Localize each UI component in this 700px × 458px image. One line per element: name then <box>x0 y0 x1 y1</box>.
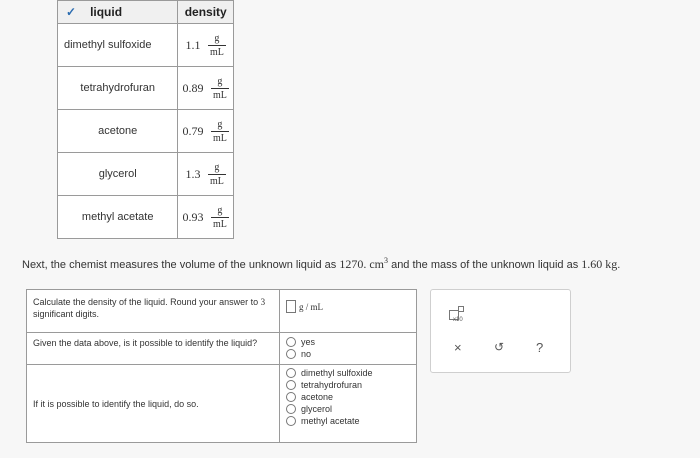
density-question: Calculate the density of the liquid. Round your answer to 3 significant digits. <box>27 290 280 333</box>
which-liquid-question: If it is possible to identify the liquid, do so. <box>27 365 280 443</box>
answer-tools-panel <box>430 289 571 373</box>
density-value: 0.79 $\frac{g}{mL}$ <box>178 110 234 153</box>
mass-value: 1.60 kg <box>581 257 618 271</box>
radio-button[interactable] <box>286 404 296 414</box>
radio-option-glycerol[interactable]: glycerol <box>286 403 410 415</box>
density-unit: $\frac{g}{mL}$ <box>212 118 227 144</box>
density-input[interactable] <box>286 300 296 313</box>
chevron-down-icon[interactable]: ✓ <box>66 5 77 19</box>
radio-button[interactable] <box>286 392 296 402</box>
density-value: 1.1 $\frac{g}{mL}$ <box>178 24 234 67</box>
radio-option-dimethyl-sulfoxide[interactable]: dimethyl sulfoxide <box>286 367 410 379</box>
liquid-name: tetrahydrofuran <box>58 67 178 110</box>
header-liquid[interactable]: ✓ liquid <box>58 1 178 24</box>
density-unit: $\frac{g}{mL}$ <box>212 204 227 230</box>
table-row <box>58 67 234 110</box>
liquid-name: dimethyl sulfoxide <box>58 24 178 67</box>
scientific-notation-button[interactable]: x10 <box>449 306 463 320</box>
help-icon[interactable]: ? <box>536 340 544 355</box>
radio-option-yes[interactable]: yes <box>286 336 410 348</box>
density-unit: $\frac{g}{mL}$ <box>212 75 227 101</box>
header-density: density <box>178 1 234 24</box>
table-row <box>58 24 234 67</box>
radio-button[interactable] <box>286 337 296 347</box>
density-unit: $\frac{g}{mL}$ <box>209 32 224 58</box>
radio-option-no[interactable]: no <box>286 348 410 360</box>
radio-button[interactable] <box>286 349 296 359</box>
radio-option-tetrahydrofuran[interactable]: tetrahydrofuran <box>286 379 410 391</box>
density-unit: $\frac{g}{mL}$ <box>209 161 224 187</box>
density-value: 1.3 $\frac{g}{mL}$ <box>178 153 234 196</box>
liquid-name: acetone <box>58 110 178 153</box>
undo-icon[interactable]: ↺ <box>494 340 505 354</box>
table-row <box>58 153 234 196</box>
density-value: 0.93 $\frac{g}{mL}$ <box>178 196 234 239</box>
density-value: 0.89 $\frac{g}{mL}$ <box>178 67 234 110</box>
liquid-options <box>280 365 417 443</box>
radio-option-methyl-acetate[interactable]: methyl acetate <box>286 415 410 427</box>
density-table <box>57 0 234 239</box>
volume-value: 1270. $cm^3$ <box>339 256 389 271</box>
liquid-name: methyl acetate <box>58 196 178 239</box>
density-answer-cell <box>280 290 417 333</box>
radio-button[interactable] <box>286 416 296 426</box>
question-table <box>26 289 417 443</box>
table-row <box>58 110 234 153</box>
exponent-box-icon <box>458 306 464 312</box>
problem-statement: Next, the chemist measures the volume of the unknown liquid as 1270. $cm^3$ and the mass of the unknown liquid as 1.60 kg. <box>22 256 621 271</box>
liquid-name: glycerol <box>58 153 178 196</box>
radio-option-acetone[interactable]: acetone <box>286 391 410 403</box>
density-answer-unit: g / mL <box>299 301 323 312</box>
identify-options <box>280 333 417 365</box>
radio-button[interactable] <box>286 380 296 390</box>
table-row <box>58 196 234 239</box>
close-icon[interactable]: × <box>454 340 462 355</box>
identify-question: Given the data above, is it possible to identify the liquid? <box>27 333 280 365</box>
radio-button[interactable] <box>286 368 296 378</box>
